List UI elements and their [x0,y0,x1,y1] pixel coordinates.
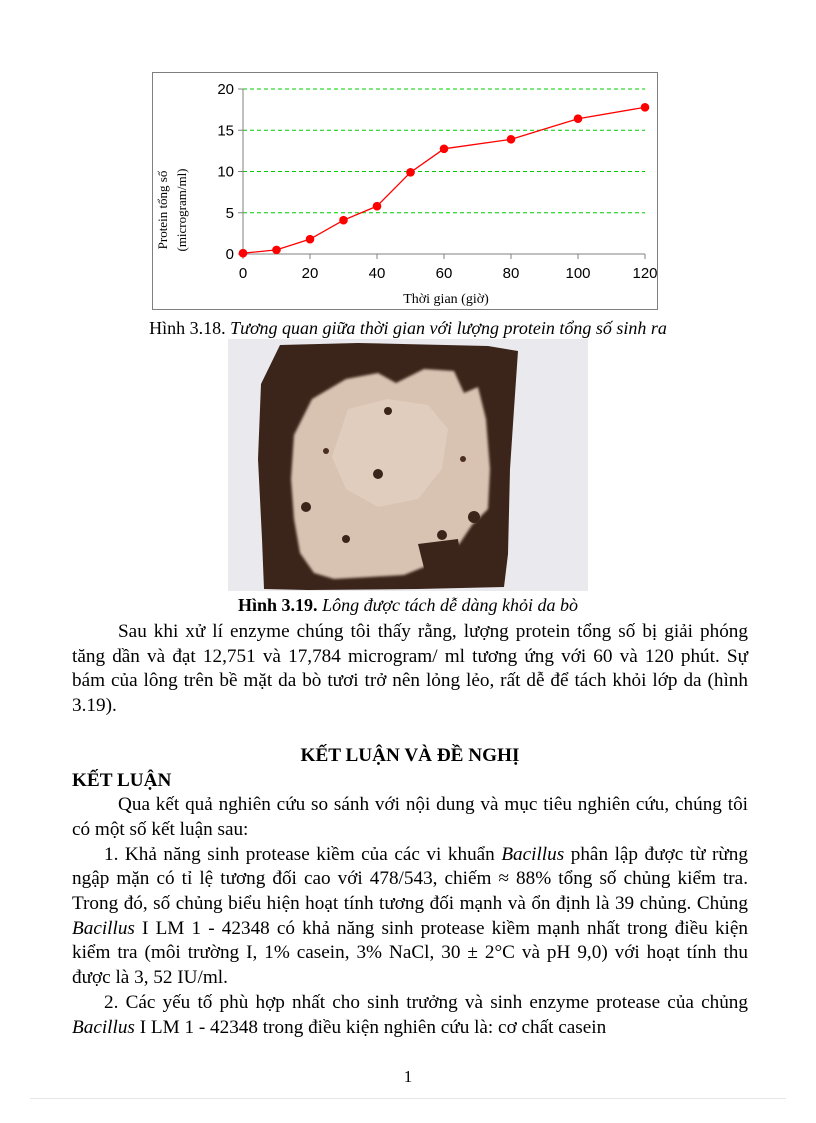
figure-3-18-chart [152,72,658,310]
paragraph-conclusion-intro: Qua kết quả nghiên cứu so sánh với nội dung và mục tiêu nghiên cứu, chúng tôi có một số kết luận sau: [72,794,748,840]
y-axis-label-line1: Protein tổng số [155,170,170,250]
data-point-x50 [406,168,415,177]
data-point-x10 [272,246,281,255]
figure-3-19-label: Hình 3.19. [238,595,323,615]
page-number: 1 [403,1067,413,1086]
data-point-x120 [641,103,650,112]
y-tick-label: 5 [225,204,234,222]
x-tick-label: 80 [502,265,520,282]
figure-3-18-label: Hình 3.18. [149,318,231,338]
protein-time-line-chart [153,73,659,311]
data-point-x100 [574,114,583,123]
figure-3-19-caption [0,595,816,616]
x-tick-label: 0 [238,265,248,282]
data-point-x60 [440,145,449,154]
x-tick-label: 40 [368,265,386,282]
y-tick-label: 0 [225,246,234,263]
series-line [243,107,645,253]
y-tick-label: 20 [217,81,234,98]
figure-3-19-caption-text: Lông được tách dễ dàng khỏi da bò [322,595,578,615]
figure-3-19-leather-photo [228,339,588,591]
y-tick-label: 10 [217,163,234,181]
data-point-x20 [306,235,315,244]
body-text [72,620,748,1040]
figure-3-18-caption-text: Tương quan giữa thời gian với lượng protein tổng số sinh ra [230,318,667,338]
paragraph-enzyme-result: Sau khi xử lí enzyme chúng tôi thấy rằng, lượng protein tổng số bị giải phóng tăng dần và đạt 12,751 và 17,784 microgram/ ml tương ứng với 60 và 120 phút. Sự bám của lông trên bề mặt da bò tươi trở nên lỏng lẻo, rất dễ để tách khỏi lớp da (hình 3.19). [72,621,748,717]
page-bottom-rule [30,1098,786,1099]
subsection-heading-conclusion: KẾT LUẬN [72,769,172,791]
conclusion-item-2: 2. Các yếu tố phù hợp nhất cho sinh trưởng và sinh enzyme protease của chủng Bacillus I LM 1 - 42348 trong điều kiện nghiên cứu là: cơ chất casein [72,991,748,1038]
data-point-x0 [239,249,248,258]
y-axis-label-line2: (microgram/ml) [174,168,189,252]
x-tick-label: 60 [435,265,453,282]
x-tick-label: 20 [301,265,319,282]
x-tick-label: 120 [632,265,658,282]
y-tick-label: 15 [217,122,234,140]
figure-3-18-caption [0,318,816,339]
conclusion-item-1: 1. Khả năng sinh protease kiềm của các vi khuẩn Bacillus phân lập được từ rừng ngập mặn có tỉ lệ tương đối cao với 478/543, chiếm ≈ 88% tổng số chủng kiểm tra. Trong đó, số chủng biểu hiện hoạt tính tương đối mạnh và ổn định là 39 chủng. Chủng Bacillus I LM 1 - 42348 có khả năng sinh protease kiềm mạnh nhất trong điều kiện kiểm tra (môi trường I, 1% casein, 3% NaCl, 30 ± 2°C và pH 9,0) với hoạt tính thu được là 3, 52 IU/ml. [72,843,748,989]
data-point-x30 [339,216,348,225]
section-heading-conclusion-recommendation: KẾT LUẬN VÀ ĐỀ NGHỊ [300,744,520,766]
data-point-x40 [373,202,382,211]
x-tick-label: 100 [565,265,591,282]
x-axis-label: Thời gian (giờ) [403,292,489,307]
data-point-x80 [507,135,516,144]
